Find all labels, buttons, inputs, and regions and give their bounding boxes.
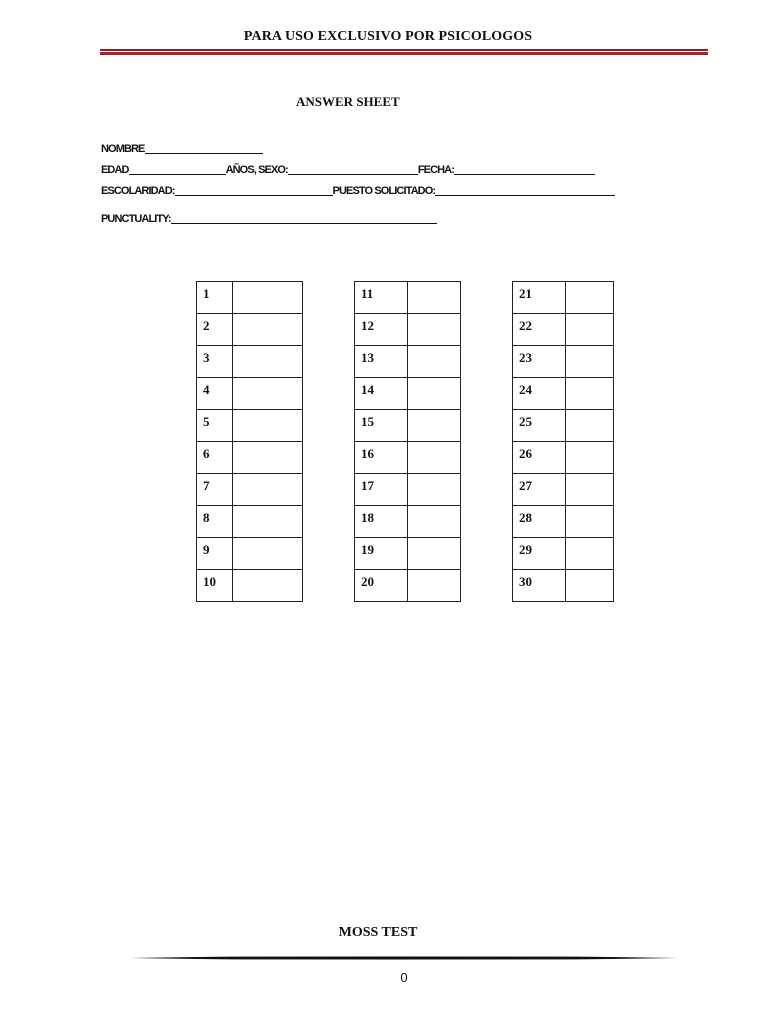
answer-cell[interactable]	[408, 442, 461, 474]
answer-cell[interactable]	[408, 314, 461, 346]
question-number: 7	[197, 474, 233, 506]
question-number: 30	[513, 570, 566, 602]
edad-blank[interactable]	[129, 165, 226, 175]
question-number: 19	[355, 538, 408, 570]
answer-cell[interactable]	[233, 474, 303, 506]
page-number: 0	[400, 970, 408, 985]
answer-row	[513, 442, 614, 474]
nombre-label: NOMBRE	[101, 143, 145, 155]
answer-cell[interactable]	[233, 346, 303, 378]
field-row-escolaridad	[101, 185, 615, 197]
question-number: 13	[355, 346, 408, 378]
nombre-blank[interactable]	[145, 144, 263, 154]
answer-cell[interactable]	[566, 442, 614, 474]
answer-cell[interactable]	[566, 538, 614, 570]
answer-row	[513, 506, 614, 538]
answer-row	[197, 314, 303, 346]
answer-row	[513, 570, 614, 602]
answer-row	[513, 314, 614, 346]
answer-row	[197, 506, 303, 538]
answer-cell[interactable]	[233, 282, 303, 314]
question-number: 18	[355, 506, 408, 538]
answer-cell[interactable]	[408, 346, 461, 378]
field-row-punctuality	[101, 213, 437, 225]
escolaridad-label: ESCOLARIDAD:	[101, 185, 175, 197]
answer-cell[interactable]	[566, 506, 614, 538]
answer-cell[interactable]	[566, 314, 614, 346]
answer-row	[197, 378, 303, 410]
answer-row	[355, 474, 461, 506]
answer-row	[513, 538, 614, 570]
question-number: 21	[513, 282, 566, 314]
answer-row	[197, 570, 303, 602]
answer-row	[513, 346, 614, 378]
footer-title: MOSS TEST	[338, 925, 418, 940]
field-row-edad	[101, 164, 595, 176]
question-number: 29	[513, 538, 566, 570]
answer-cell[interactable]	[566, 410, 614, 442]
fecha-label: FECHA:	[417, 164, 454, 176]
question-number: 12	[355, 314, 408, 346]
answer-row	[355, 314, 461, 346]
punctuality-blank[interactable]	[171, 214, 437, 224]
answer-cell[interactable]	[408, 378, 461, 410]
answer-cell[interactable]	[233, 410, 303, 442]
question-number: 27	[513, 474, 566, 506]
question-number: 20	[355, 570, 408, 602]
puesto-blank[interactable]	[435, 186, 615, 196]
answer-cell[interactable]	[566, 282, 614, 314]
answer-table-1	[196, 281, 303, 602]
answer-cell[interactable]	[566, 570, 614, 602]
answer-cell[interactable]	[233, 442, 303, 474]
answer-row	[513, 474, 614, 506]
question-number: 17	[355, 474, 408, 506]
question-number: 28	[513, 506, 566, 538]
answer-row	[513, 282, 614, 314]
sheet-title: ANSWER SHEET	[296, 94, 400, 109]
fecha-blank[interactable]	[454, 165, 595, 175]
answer-row	[513, 410, 614, 442]
puesto-label: PUESTO SOLICITADO:	[332, 185, 436, 197]
answer-cell[interactable]	[408, 538, 461, 570]
question-number: 26	[513, 442, 566, 474]
question-number: 6	[197, 442, 233, 474]
question-number: 25	[513, 410, 566, 442]
question-number: 9	[197, 538, 233, 570]
question-number: 22	[513, 314, 566, 346]
anos-sexo-label: AÑOS, SEXO:	[225, 164, 288, 176]
footer-rule	[130, 956, 678, 960]
escolaridad-blank[interactable]	[175, 186, 333, 196]
answer-cell[interactable]	[408, 474, 461, 506]
answer-row	[355, 410, 461, 442]
question-number: 3	[197, 346, 233, 378]
question-number: 24	[513, 378, 566, 410]
question-number: 1	[197, 282, 233, 314]
answer-cell[interactable]	[408, 570, 461, 602]
answer-row	[355, 378, 461, 410]
question-number: 2	[197, 314, 233, 346]
answer-row	[355, 442, 461, 474]
answer-table-3	[512, 281, 614, 602]
question-number: 4	[197, 378, 233, 410]
answer-row	[513, 378, 614, 410]
answer-cell[interactable]	[233, 314, 303, 346]
answer-cell[interactable]	[408, 506, 461, 538]
answer-row	[197, 410, 303, 442]
answer-cell[interactable]	[566, 378, 614, 410]
header-rule	[100, 49, 708, 51]
sexo-blank[interactable]	[288, 165, 418, 175]
answer-row	[197, 346, 303, 378]
answer-row	[197, 282, 303, 314]
answer-row	[355, 538, 461, 570]
question-number: 8	[197, 506, 233, 538]
answer-table-2	[354, 281, 461, 602]
answer-row	[197, 474, 303, 506]
answer-cell[interactable]	[566, 474, 614, 506]
header-title: PARA USO EXCLUSIVO POR PSICOLOGOS	[243, 29, 533, 44]
answer-cell[interactable]	[233, 378, 303, 410]
question-number: 15	[355, 410, 408, 442]
header-rule-thick	[100, 52, 708, 55]
question-number: 16	[355, 442, 408, 474]
answer-cell[interactable]	[408, 282, 461, 314]
answer-cell[interactable]	[566, 346, 614, 378]
question-number: 14	[355, 378, 408, 410]
answer-row	[355, 570, 461, 602]
answer-row	[197, 538, 303, 570]
question-number: 23	[513, 346, 566, 378]
answer-cell[interactable]	[233, 538, 303, 570]
answer-cell[interactable]	[233, 506, 303, 538]
answer-row	[355, 346, 461, 378]
edad-label: EDAD	[101, 164, 129, 176]
answer-row	[197, 442, 303, 474]
field-row-nombre	[101, 143, 263, 155]
answer-row	[355, 282, 461, 314]
answer-cell[interactable]	[408, 410, 461, 442]
answer-row	[355, 506, 461, 538]
answer-cell[interactable]	[233, 570, 303, 602]
question-number: 11	[355, 282, 408, 314]
punctuality-label: PUNCTUALITY:	[101, 213, 171, 225]
question-number: 10	[197, 570, 233, 602]
question-number: 5	[197, 410, 233, 442]
